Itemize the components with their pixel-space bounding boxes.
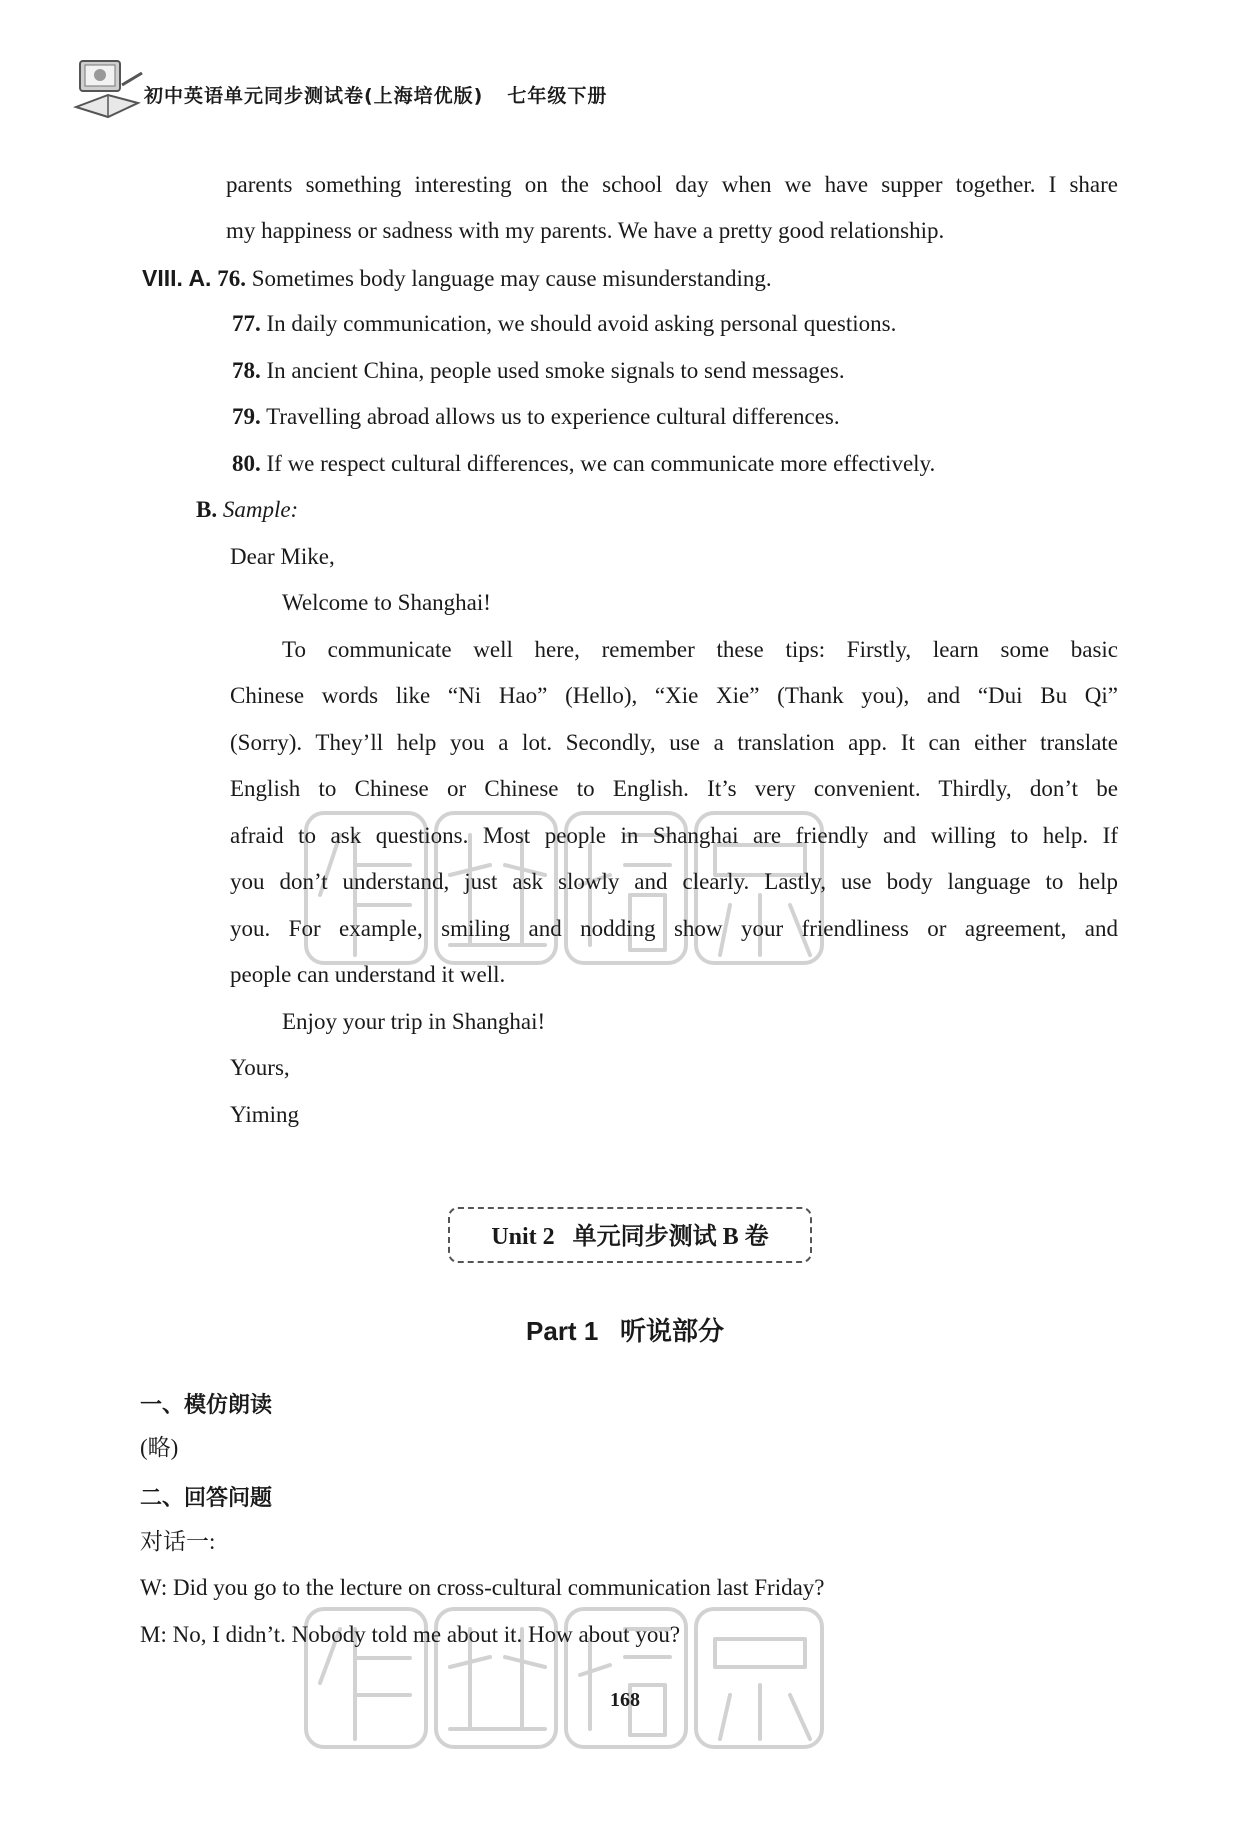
letter-welcome: Welcome to Shanghai! — [282, 590, 491, 615]
dialogue-line — [140, 1620, 680, 1650]
letter-signature: Yiming — [230, 1102, 300, 1127]
item-number: 77. — [232, 311, 261, 336]
item-text: In ancient China, people used smoke signals to send messages. — [266, 358, 845, 383]
letter-body-line: afraid to ask questions. Most people in Shanghai are friendly and willing to help. If — [230, 823, 1118, 848]
unit-title — [448, 1216, 812, 1251]
letter-signoff: Yours, — [230, 1055, 290, 1080]
section-two-heading: 二、回答问题 — [140, 1486, 273, 1511]
section-b-label — [196, 495, 298, 525]
letter-body-line: Chinese words like “Ni Hao” (Hello), “Xie Xie” (Thank you), and “Dui Bu Qi” — [230, 683, 1118, 708]
continuation-line-2: my happiness or sadness with my parents. We have a pretty good relationship. — [226, 218, 945, 243]
answer-item — [232, 402, 840, 432]
book-computer-logo-icon — [72, 55, 147, 125]
letter-salutation: Dear Mike, — [230, 544, 335, 569]
continuation-line-1: parents something interesting on the school day when we have supper together. I share — [226, 172, 1118, 197]
dialogue-text: No, I didn’t. Nobody told me about it. How about you? — [172, 1622, 681, 1647]
item-text: In daily communication, we should avoid asking personal questions. — [266, 311, 897, 336]
letter-body-line: (Sorry). They’ll help you a lot. Secondly, use a translation app. It can either translate — [230, 730, 1118, 755]
page-number: 168 — [610, 1689, 640, 1711]
letter-body-line: English to Chinese or Chinese to English. It’s very convenient. Thirdly, don’t be — [230, 776, 1118, 801]
dialogue-label: 对话一: — [140, 1529, 216, 1554]
answer-item — [232, 356, 845, 386]
grade-label: 七年级下册 — [507, 85, 608, 107]
dialogue-line — [140, 1573, 825, 1603]
header-title — [144, 81, 607, 108]
letter-body-line: To communicate well here, remember these tips: Firstly, learn some basic — [282, 637, 1118, 662]
section-viii-label: VIII. A. — [142, 265, 212, 291]
item-text: Travelling abroad allows us to experience cultural differences. — [266, 404, 840, 429]
item-number: 79. — [232, 404, 261, 429]
dialogue-text: Did you go to the lecture on cross-cultural communication last Friday? — [173, 1575, 825, 1600]
unit-subtitle: 单元同步测试 B 卷 — [572, 1224, 769, 1250]
book-title: 初中英语单元同步测试卷(上海培优版) — [144, 85, 484, 107]
item-text: Sometimes body language may cause misunderstanding. — [251, 266, 772, 291]
sample-label: Sample: — [222, 497, 299, 522]
part-title — [0, 1311, 1250, 1348]
part-number: Part 1 — [526, 1316, 599, 1346]
unit-number: Unit 2 — [491, 1224, 555, 1250]
section-one-heading: 一、模仿朗读 — [140, 1393, 273, 1418]
b-label: B. — [196, 497, 218, 522]
item-text: If we respect cultural differences, we can communicate more effectively. — [266, 451, 936, 476]
answer-item — [232, 449, 935, 479]
speaker: W: — [140, 1575, 168, 1600]
letter-body-line: people can understand it well. — [230, 962, 506, 987]
item-number: 76. — [217, 266, 246, 291]
part-subtitle: 听说部分 — [619, 1316, 724, 1346]
letter-body-line: you don’t understand, just ask slowly and clearly. Lastly, use body language to help — [230, 869, 1118, 894]
letter-body-line: you. For example, smiling and nodding show your friendliness or agreement, and — [230, 916, 1118, 941]
letter-closing-line: Enjoy your trip in Shanghai! — [282, 1009, 546, 1034]
item-number: 78. — [232, 358, 261, 383]
item-number: 80. — [232, 451, 261, 476]
page-header — [72, 55, 1192, 125]
section-one-content: (略) — [140, 1435, 179, 1460]
section-viii-a-item — [142, 263, 772, 294]
speaker: M: — [140, 1622, 167, 1647]
answer-item — [232, 309, 896, 339]
